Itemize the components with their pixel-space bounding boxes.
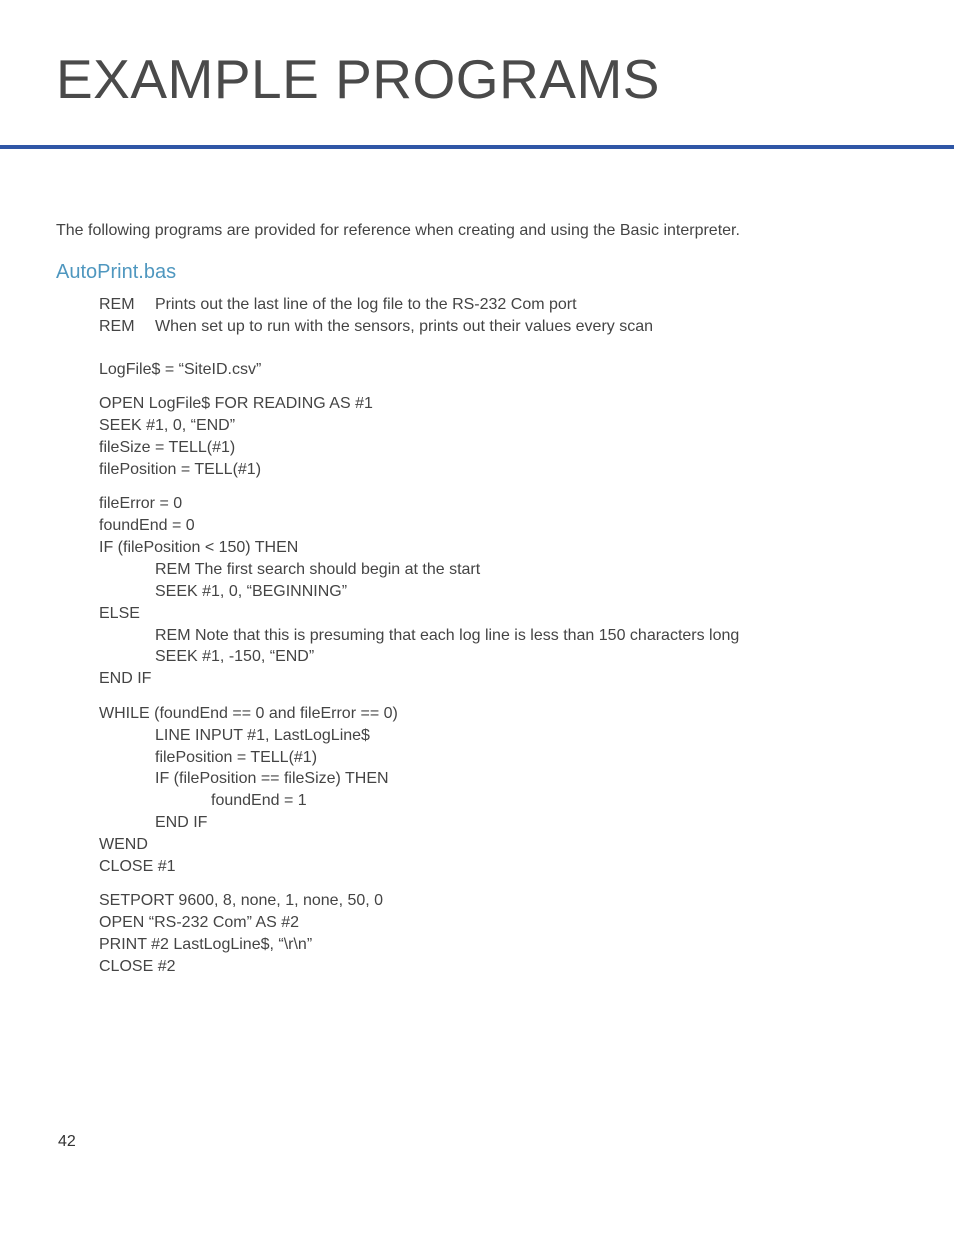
rem-keyword: REM (99, 296, 135, 313)
code-line: IF (filePosition < 150) THEN (99, 539, 299, 557)
code-line: PRINT #2 LastLogLine$, “\r\n” (99, 936, 313, 954)
code-line: fileSize = TELL(#1) (99, 438, 236, 456)
code-line: SETPORT 9600, 8, none, 1, none, 50, 0 (99, 892, 384, 910)
rem-keyword: REM (99, 317, 135, 335)
code-line: REM Note that this is presuming that each log line is less than 150 characters long (155, 626, 740, 644)
code-line: END IF (99, 670, 152, 688)
code-line: WEND (99, 836, 148, 854)
code-line: OPEN “RS-232 Com” AS #2 (99, 914, 300, 932)
code-line: filePosition = TELL(#1) (99, 460, 262, 478)
page-number: 42 (58, 1133, 76, 1150)
code-line: LogFile$ = “SiteID.csv” (99, 360, 262, 378)
title-divider (0, 145, 954, 149)
code-line: IF (filePosition == fileSize) THEN (155, 770, 389, 788)
rem-text: When set up to run with the sensors, prints out their values every scan (155, 317, 654, 335)
code-line: REM The first search should begin at the start (155, 560, 481, 578)
intro-paragraph: The following programs are provided for reference when creating and using the Basic interpreter. (56, 222, 740, 239)
code-line: CLOSE #2 (99, 958, 176, 976)
page-title: EXAMPLE PROGRAMS (56, 48, 660, 110)
code-line: SEEK #1, 0, “END” (99, 417, 236, 435)
code-line: CLOSE #1 (99, 857, 176, 875)
code-line: WHILE (foundEnd == 0 and fileError == 0) (99, 704, 398, 722)
rem-comment-line (99, 294, 919, 316)
code-line: ELSE (99, 604, 140, 622)
code-line: fileError = 0 (99, 495, 183, 513)
code-line: LINE INPUT #1, LastLogLine$ (155, 726, 370, 744)
code-line: filePosition = TELL(#1) (155, 748, 318, 766)
program-heading: AutoPrint.bas (56, 261, 177, 283)
code-line: OPEN LogFile$ FOR READING AS #1 (99, 395, 373, 413)
code-listing (99, 294, 919, 978)
rem-comment-line (99, 316, 919, 338)
code-line: foundEnd = 1 (211, 792, 307, 810)
rem-text: Prints out the last line of the log file to the RS-232 Com port (155, 296, 577, 313)
code-line: SEEK #1, 0, “BEGINNING” (155, 582, 348, 600)
code-line: foundEnd = 0 (99, 517, 195, 535)
code-line: END IF (155, 814, 208, 832)
code-line: SEEK #1, -150, “END” (155, 648, 315, 666)
